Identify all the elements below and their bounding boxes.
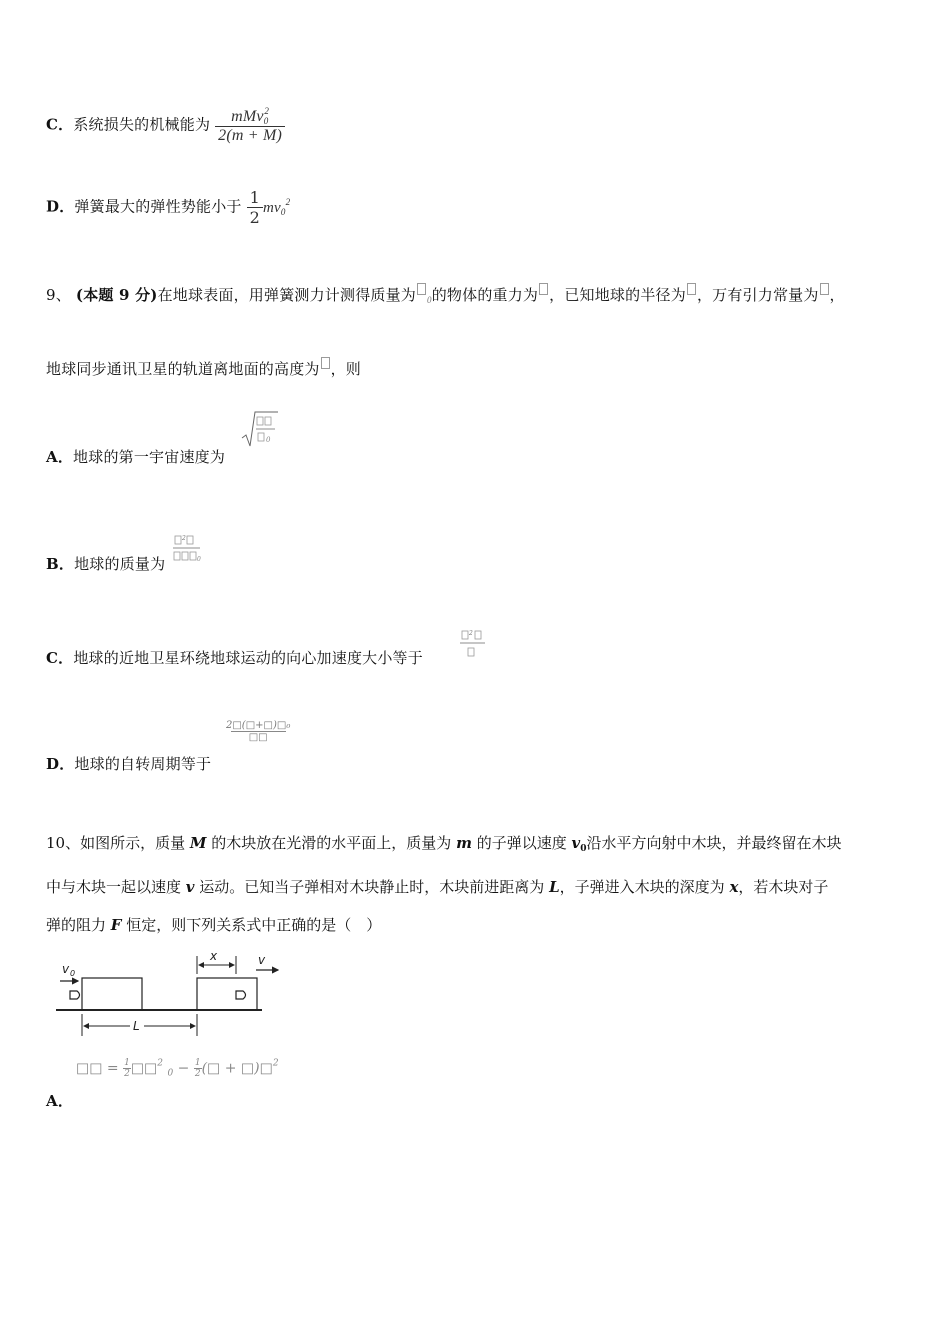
option-label: B． xyxy=(46,555,75,573)
q10a-lhs: □□ = xyxy=(76,1060,119,1077)
figure-v-label: v xyxy=(258,953,266,967)
q9c-sup: 2 xyxy=(469,630,473,637)
svg-text:0: 0 xyxy=(197,556,201,563)
placeholder-symbol xyxy=(417,283,426,295)
q9-seg1: 在地球表面，用弹簧测力计测得质量为 xyxy=(157,286,417,304)
q9d-formula-den: □□ xyxy=(231,731,286,743)
option-text: 地球的第一宇宙速度为 xyxy=(73,448,226,466)
q9c-formula xyxy=(459,627,489,661)
q10a-h2: 2 xyxy=(124,1069,130,1079)
bullet-initial xyxy=(70,991,80,999)
q10-p2: 的木块放在光滑的水平面上，质量为 xyxy=(211,834,452,852)
block-initial xyxy=(82,978,142,1010)
q8c-fraction xyxy=(215,106,285,145)
option-label: D． xyxy=(46,197,75,216)
q8-option-d xyxy=(46,188,290,227)
question-number: 9、 xyxy=(46,286,71,304)
q10-stem xyxy=(46,824,908,944)
q9-stem-line2 xyxy=(46,357,361,379)
q10-p10: 恒定，则下列关系式中正确的是（ ） xyxy=(126,916,382,934)
q10-F: F xyxy=(110,916,122,934)
q10-p3: 的子弹以速度 xyxy=(476,834,567,852)
question-points: (本题 9 分) xyxy=(75,286,158,304)
q8c-num-sup: 2 xyxy=(264,106,270,116)
q10-v0sub: 0 xyxy=(580,844,587,854)
placeholder-symbol xyxy=(539,283,548,295)
q9-option-a xyxy=(46,446,225,467)
bullet-embedded xyxy=(236,991,246,999)
q9-line2b: ，则 xyxy=(330,360,362,378)
q10a-minus: − xyxy=(177,1060,190,1077)
q10a-formula xyxy=(76,1058,279,1079)
option-text: 弹簧最大的弹性势能小于 xyxy=(74,197,242,216)
q9-seg4: ，万有引力常量为 xyxy=(696,286,819,304)
q10-m: m xyxy=(456,834,472,852)
q10-p7: ，子弹进入木块的深度为 xyxy=(559,878,725,896)
q8d-fraction xyxy=(247,188,263,227)
q10-option-a xyxy=(46,1090,73,1111)
q10a-h1: 1 xyxy=(124,1058,130,1068)
q10a-sub0: 0 xyxy=(167,1068,174,1079)
option-text: 系统损失的机械能为 xyxy=(73,115,211,134)
q8d-num: 1 xyxy=(249,188,260,207)
figure-L-label: L xyxy=(133,1019,140,1033)
q9d-formula-num: 2□(□+□)□₀ xyxy=(226,720,291,731)
q10-M: M xyxy=(189,834,207,852)
q9-sub0: 0 xyxy=(427,295,432,305)
placeholder-symbol xyxy=(820,283,829,295)
q10-x: x xyxy=(729,878,739,896)
q10-p8: ，若木块对子 xyxy=(738,878,829,896)
q9d-formula xyxy=(224,720,292,743)
option-label: C． xyxy=(46,115,74,134)
option-text: 地球的近地卫星环绕地球运动的向心加速度大小等于 xyxy=(73,649,423,667)
q8c-den: 2(m + M) xyxy=(215,126,285,145)
q10a-sup2: 2 xyxy=(157,1058,164,1069)
q10a-tail: (□ + □)□ xyxy=(201,1060,273,1077)
q9b-sup: 2 xyxy=(182,535,186,542)
q10a-mid: □□ xyxy=(130,1060,158,1077)
q9-seg3: ，已知地球的半径为 xyxy=(549,286,686,304)
q8d-tail: mv xyxy=(262,199,281,216)
q9-option-b xyxy=(46,553,165,574)
option-label: C． xyxy=(46,649,74,667)
q10-p5: 中与木块一起以速度 xyxy=(46,878,182,896)
q9b-formula xyxy=(172,533,204,567)
option-text: 地球的自转周期等于 xyxy=(74,755,212,773)
option-label: A． xyxy=(46,448,74,466)
q10-p9: 弹的阻力 xyxy=(46,916,107,934)
q9-stem-line1 xyxy=(46,283,845,305)
q9-seg5: ， xyxy=(829,286,845,304)
q10-p4: 沿水平方向射中木块，并最终留在木块 xyxy=(586,834,842,852)
block-final xyxy=(197,978,257,1010)
q10-v: v xyxy=(185,878,195,896)
q9-seg2: 的物体的重力为 xyxy=(431,286,539,304)
q10-L: L xyxy=(549,878,560,896)
q10a-tail-sup: 2 xyxy=(272,1058,279,1069)
placeholder-symbol xyxy=(687,283,696,295)
q10-figure xyxy=(52,948,284,1040)
q8c-num-sub: 0 xyxy=(263,116,269,126)
svg-text:0: 0 xyxy=(266,436,271,444)
placeholder-symbol xyxy=(321,357,330,369)
option-label: D． xyxy=(46,755,75,773)
option-text: 地球的质量为 xyxy=(74,555,166,573)
q10a-h1b: 1 xyxy=(194,1058,201,1068)
q8d-tail-sup: 2 xyxy=(285,196,291,207)
q8d-tail-sub: 0 xyxy=(280,206,286,217)
q10-p6: 运动。已知当子弹相对木块静止时，木块前进距离为 xyxy=(199,878,545,896)
figure-x-label: x xyxy=(210,949,218,963)
q9a-sqrt-formula xyxy=(240,408,280,450)
question-number: 10、 xyxy=(46,834,81,852)
figure-v0-sub: 0 xyxy=(70,969,76,978)
q10-p1: 如图所示，质量 xyxy=(80,834,186,852)
q8d-den: 2 xyxy=(247,207,263,227)
q9-option-c xyxy=(46,647,423,668)
option-label: A． xyxy=(46,1092,74,1110)
q10-v0: v xyxy=(571,834,581,852)
q9-option-d xyxy=(46,753,211,774)
q9-line2a: 地球同步通讯卫星的轨道离地面的高度为 xyxy=(46,360,320,378)
figure-v0-label: v xyxy=(62,962,70,976)
q8c-num: mMv xyxy=(231,108,264,125)
q10a-h2b: 2 xyxy=(194,1069,201,1079)
q8-option-c xyxy=(46,106,285,145)
